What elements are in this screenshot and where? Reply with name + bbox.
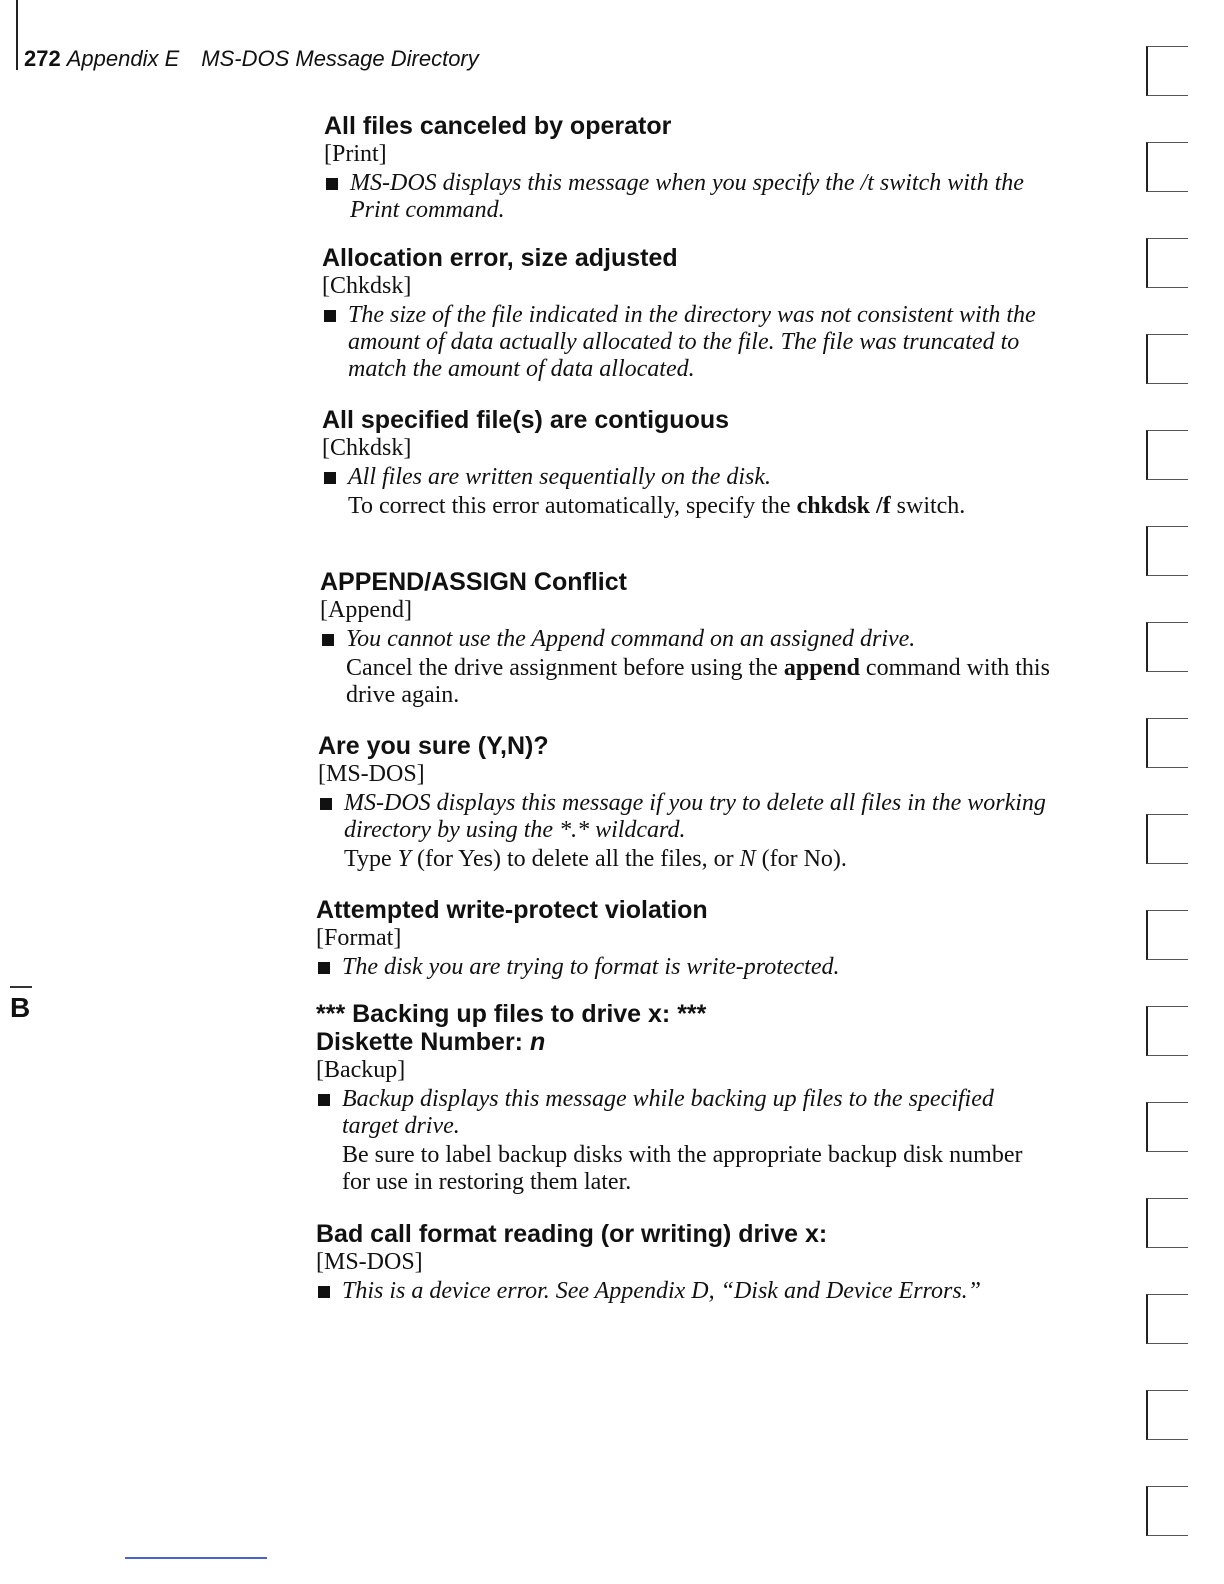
action-key: Y: [397, 846, 411, 872]
binder-mark: [1146, 1486, 1188, 1536]
message-explanation: MS-DOS displays this message if you try to delete all files in the working directory by using the *.* wildcard.: [318, 790, 1058, 844]
binder-mark: [1146, 46, 1188, 96]
message-title-line2: [316, 1028, 1056, 1056]
action-command: chkdsk /f: [796, 493, 891, 519]
action-text: To correct this error automatically, specify the: [348, 493, 797, 519]
binder-mark: [1146, 718, 1188, 768]
message-action: [320, 655, 1060, 709]
message-title: Attempted write-protect violation: [316, 896, 708, 924]
chapter-title: MS-DOS Message Directory: [201, 46, 479, 71]
message-explanation: Backup displays this message while backing up files to the specified target drive.: [316, 1086, 1056, 1140]
binder-mark: [1146, 238, 1188, 288]
action-text: (for No).: [755, 846, 847, 872]
message-title: Bad call format reading (or writing) drive x:: [316, 1220, 828, 1248]
binder-mark: [1146, 1198, 1188, 1248]
message-title: All specified file(s) are contiguous: [322, 406, 730, 434]
message-title: Allocation error, size adjusted: [322, 244, 678, 272]
section-tab-letter: B: [10, 992, 31, 1023]
action-text: switch.: [890, 493, 966, 519]
binder-mark: [1146, 334, 1188, 384]
message-action: [322, 493, 1062, 520]
message-entry: [322, 406, 1062, 520]
action-command: append: [783, 655, 860, 681]
message-action: [318, 846, 1058, 873]
message-explanation: The size of the file indicated in the directory was not consistent with the amount of data actually allocated to the file. The file was truncated to match the amount of data allocated.: [322, 302, 1062, 383]
bottom-rule: [125, 1557, 267, 1559]
message-entry: [316, 1220, 1056, 1305]
message-title: Are you sure (Y,N)?: [318, 732, 549, 760]
running-head: [24, 46, 479, 72]
binder-mark: [1146, 430, 1188, 480]
message-command: [MS-DOS]: [318, 761, 425, 787]
action-text: command with this drive again.: [346, 655, 1050, 708]
message-explanation: You cannot use the Append command on an assigned drive.: [320, 626, 1060, 653]
action-key: N: [739, 846, 756, 872]
message-entry: [318, 732, 1058, 873]
message-command: [Backup]: [316, 1057, 406, 1083]
message-explanation: All files are written sequentially on the disk.: [322, 464, 1062, 491]
binder-mark: [1146, 142, 1188, 192]
message-entry: [324, 112, 1064, 224]
message-title-text: Diskette Number:: [316, 1028, 530, 1056]
message-variable: n: [529, 1028, 546, 1056]
binder-mark: [1146, 1390, 1188, 1440]
message-command: [Print]: [324, 141, 387, 167]
message-entry: [320, 568, 1060, 709]
message-entry: [322, 244, 1062, 383]
message-command: [MS-DOS]: [316, 1249, 423, 1275]
message-command: [Chkdsk]: [322, 435, 412, 461]
page-number: 272: [24, 46, 61, 71]
action-text: Type: [344, 846, 398, 872]
binder-mark: [1146, 1102, 1188, 1152]
binder-mark: [1146, 1294, 1188, 1344]
action-text: (for Yes) to delete all the files, or: [411, 846, 740, 872]
message-command: [Chkdsk]: [322, 273, 412, 299]
binder-mark: [1146, 622, 1188, 672]
message-entry: [316, 896, 1056, 981]
message-entry: [316, 1000, 1056, 1196]
binder-mark: [1146, 526, 1188, 576]
message-title: APPEND/ASSIGN Conflict: [320, 568, 627, 596]
action-text: Cancel the drive assignment before using the: [346, 655, 784, 681]
binder-mark: [1146, 814, 1188, 864]
binder-mark: [1146, 910, 1188, 960]
message-title: All files canceled by operator: [324, 112, 672, 140]
appendix-label: Appendix E: [66, 46, 180, 71]
message-explanation: The disk you are trying to format is write-protected.: [316, 954, 1056, 981]
message-explanation: MS-DOS displays this message when you specify the /t switch with the Print command.: [324, 170, 1064, 224]
margin-rule: [16, 0, 18, 70]
message-command: [Format]: [316, 925, 402, 951]
message-action: Be sure to label backup disks with the appropriate backup disk number for use in restoring them later.: [342, 1142, 1023, 1195]
message-command: [Append]: [320, 597, 412, 623]
message-explanation: This is a device error. See Appendix D, “Disk and Device Errors.”: [316, 1278, 1056, 1305]
message-title: *** Backing up files to drive x: ***: [316, 1000, 707, 1028]
binder-mark: [1146, 1006, 1188, 1056]
